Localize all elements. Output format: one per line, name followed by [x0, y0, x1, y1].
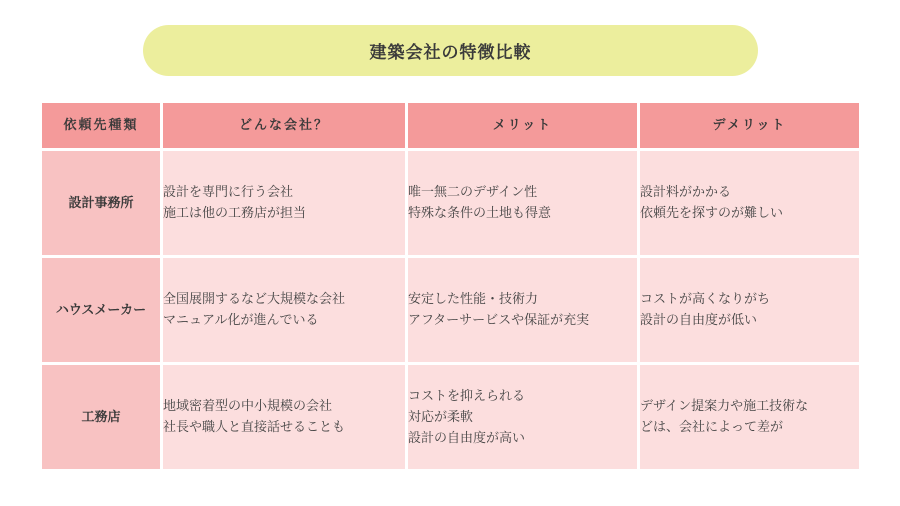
row-type-label: ハウスメーカー: [42, 258, 160, 362]
about-cell: [163, 258, 405, 362]
header-row: [42, 103, 859, 148]
header-merits: メリット: [408, 103, 637, 148]
demerit-line: 設計の自由度が低い: [640, 313, 758, 328]
about-line: 全国展開するなど大規模な会社: [163, 292, 346, 307]
merit-line: 唯一無二のデザイン性: [408, 185, 538, 200]
merit-line: 設計の自由度が高い: [408, 430, 526, 446]
table-row: [42, 258, 859, 362]
about-line: 設計を専門に行う会社: [163, 185, 294, 200]
merits-cell: [408, 151, 637, 255]
header-type: 依頼先種類: [42, 103, 160, 148]
demerits-cell: [640, 151, 859, 255]
table-row: [42, 365, 859, 469]
demerits-cell: [640, 365, 859, 469]
demerit-line: 設計料がかかる: [640, 185, 732, 200]
comparison-table: [39, 100, 862, 472]
demerit-line: どは、会社によって差が: [640, 420, 784, 435]
demerits-cell: [640, 258, 859, 362]
demerit-line: デザイン提案力や施工技術な: [640, 399, 809, 414]
about-line: 施工は他の工務店が担当: [163, 206, 307, 221]
about-line: 地域密着型の中小規模の会社: [163, 399, 333, 414]
merit-line: アフターサービスや保証が充実: [408, 313, 590, 328]
row-type-label: 設計事務所: [42, 151, 160, 255]
about-cell: [163, 365, 405, 469]
merits-cell: [408, 365, 637, 469]
demerit-line: コストが高くなりがち: [640, 292, 771, 307]
header-about: どんな会社？: [163, 103, 405, 148]
about-line: 社長や職人と直接話せることも: [163, 420, 346, 435]
merits-cell: [408, 258, 637, 362]
about-cell: [163, 151, 405, 255]
merit-line: 対応が柔軟: [408, 409, 474, 425]
demerit-line: 依頼先を探すのが難しい: [640, 206, 784, 221]
row-type-label: 工務店: [42, 365, 160, 469]
table-row: [42, 151, 859, 255]
merit-line: 特殊な条件の土地も得意: [408, 206, 552, 221]
header-demerits: デメリット: [640, 103, 859, 148]
merit-line: コストを抑えられる: [408, 388, 526, 404]
merit-line: 安定した性能・技術力: [408, 292, 539, 307]
about-line: マニュアル化が進んでいる: [163, 313, 319, 328]
page-title: 建築会社の特徴比較: [143, 25, 758, 76]
